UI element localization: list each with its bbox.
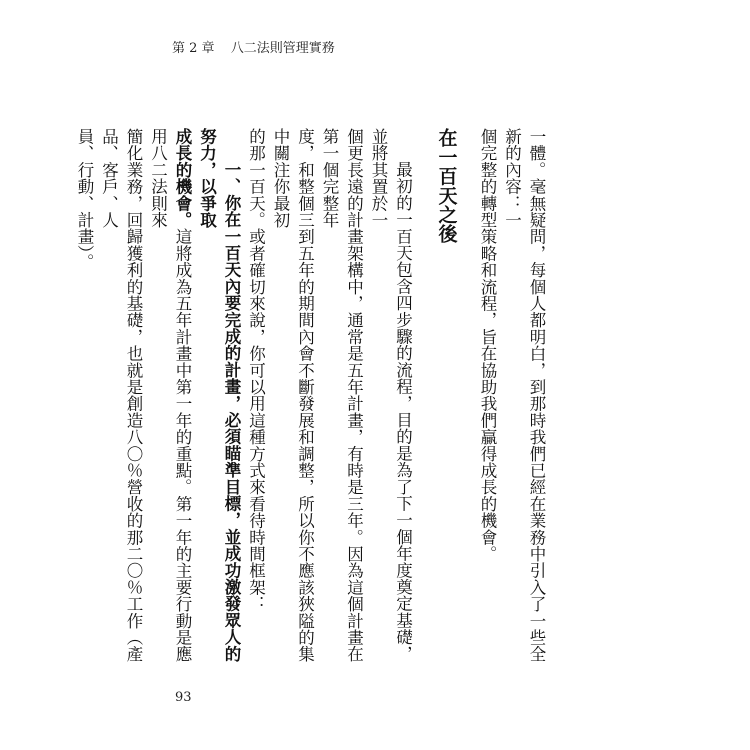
text-line: 最初的一百天包含四步驟的流程，目的是為了下一個年度奠定基礎，並將其置於一 <box>369 128 413 662</box>
section-heading: 在一百天之後 <box>435 128 458 244</box>
chapter-title: 八二法則管理實務 <box>230 41 335 56</box>
text-line: 員、行動、計畫）。 <box>75 128 94 271</box>
body-text <box>72 128 549 668</box>
text-line: 個更長遠的計畫架構中，通常是五年計畫，有時是三年。因為這個計畫在第一個完整年 <box>320 128 364 663</box>
text-line: 這將成為五年計畫中第一年的重點。第一年的主要行動是應用八二法則來 <box>148 128 192 663</box>
text-line: 簡化業務，回歸獲利的基礎，也就是創造八〇％營收的那二〇％工作（產品、客戶、人 <box>99 128 143 663</box>
text-line: 度，和整個三到五年的期間內會不斷發展和調整，所以你不應該狹隘的集中關注你最初 <box>271 128 315 663</box>
text-line: 個完整的轉型策略和流程，旨在協助我們贏得成長的機會。 <box>478 128 497 563</box>
body-paragraph <box>475 128 549 668</box>
running-header <box>172 37 335 56</box>
body-paragraph <box>72 128 244 668</box>
text-line: 的那一百天。或者確切來說，你可以用這種方式來看待時間框架： <box>246 128 266 613</box>
page-number: 93 <box>175 690 192 705</box>
text-line: 一體。毫無疑問，每個人都明白，到那時我們已經在業務中引入了一些全新的內容：一 <box>502 128 546 663</box>
bold-text-run: 成長的機會。 <box>173 128 192 229</box>
chapter-label: 第 2 章 <box>172 41 215 56</box>
bold-text-line: 一、你在一百天內要完成的計畫，必須瞄準目標，並成功激發眾人的努力，以爭取 <box>197 128 241 662</box>
body-paragraph <box>243 128 415 668</box>
